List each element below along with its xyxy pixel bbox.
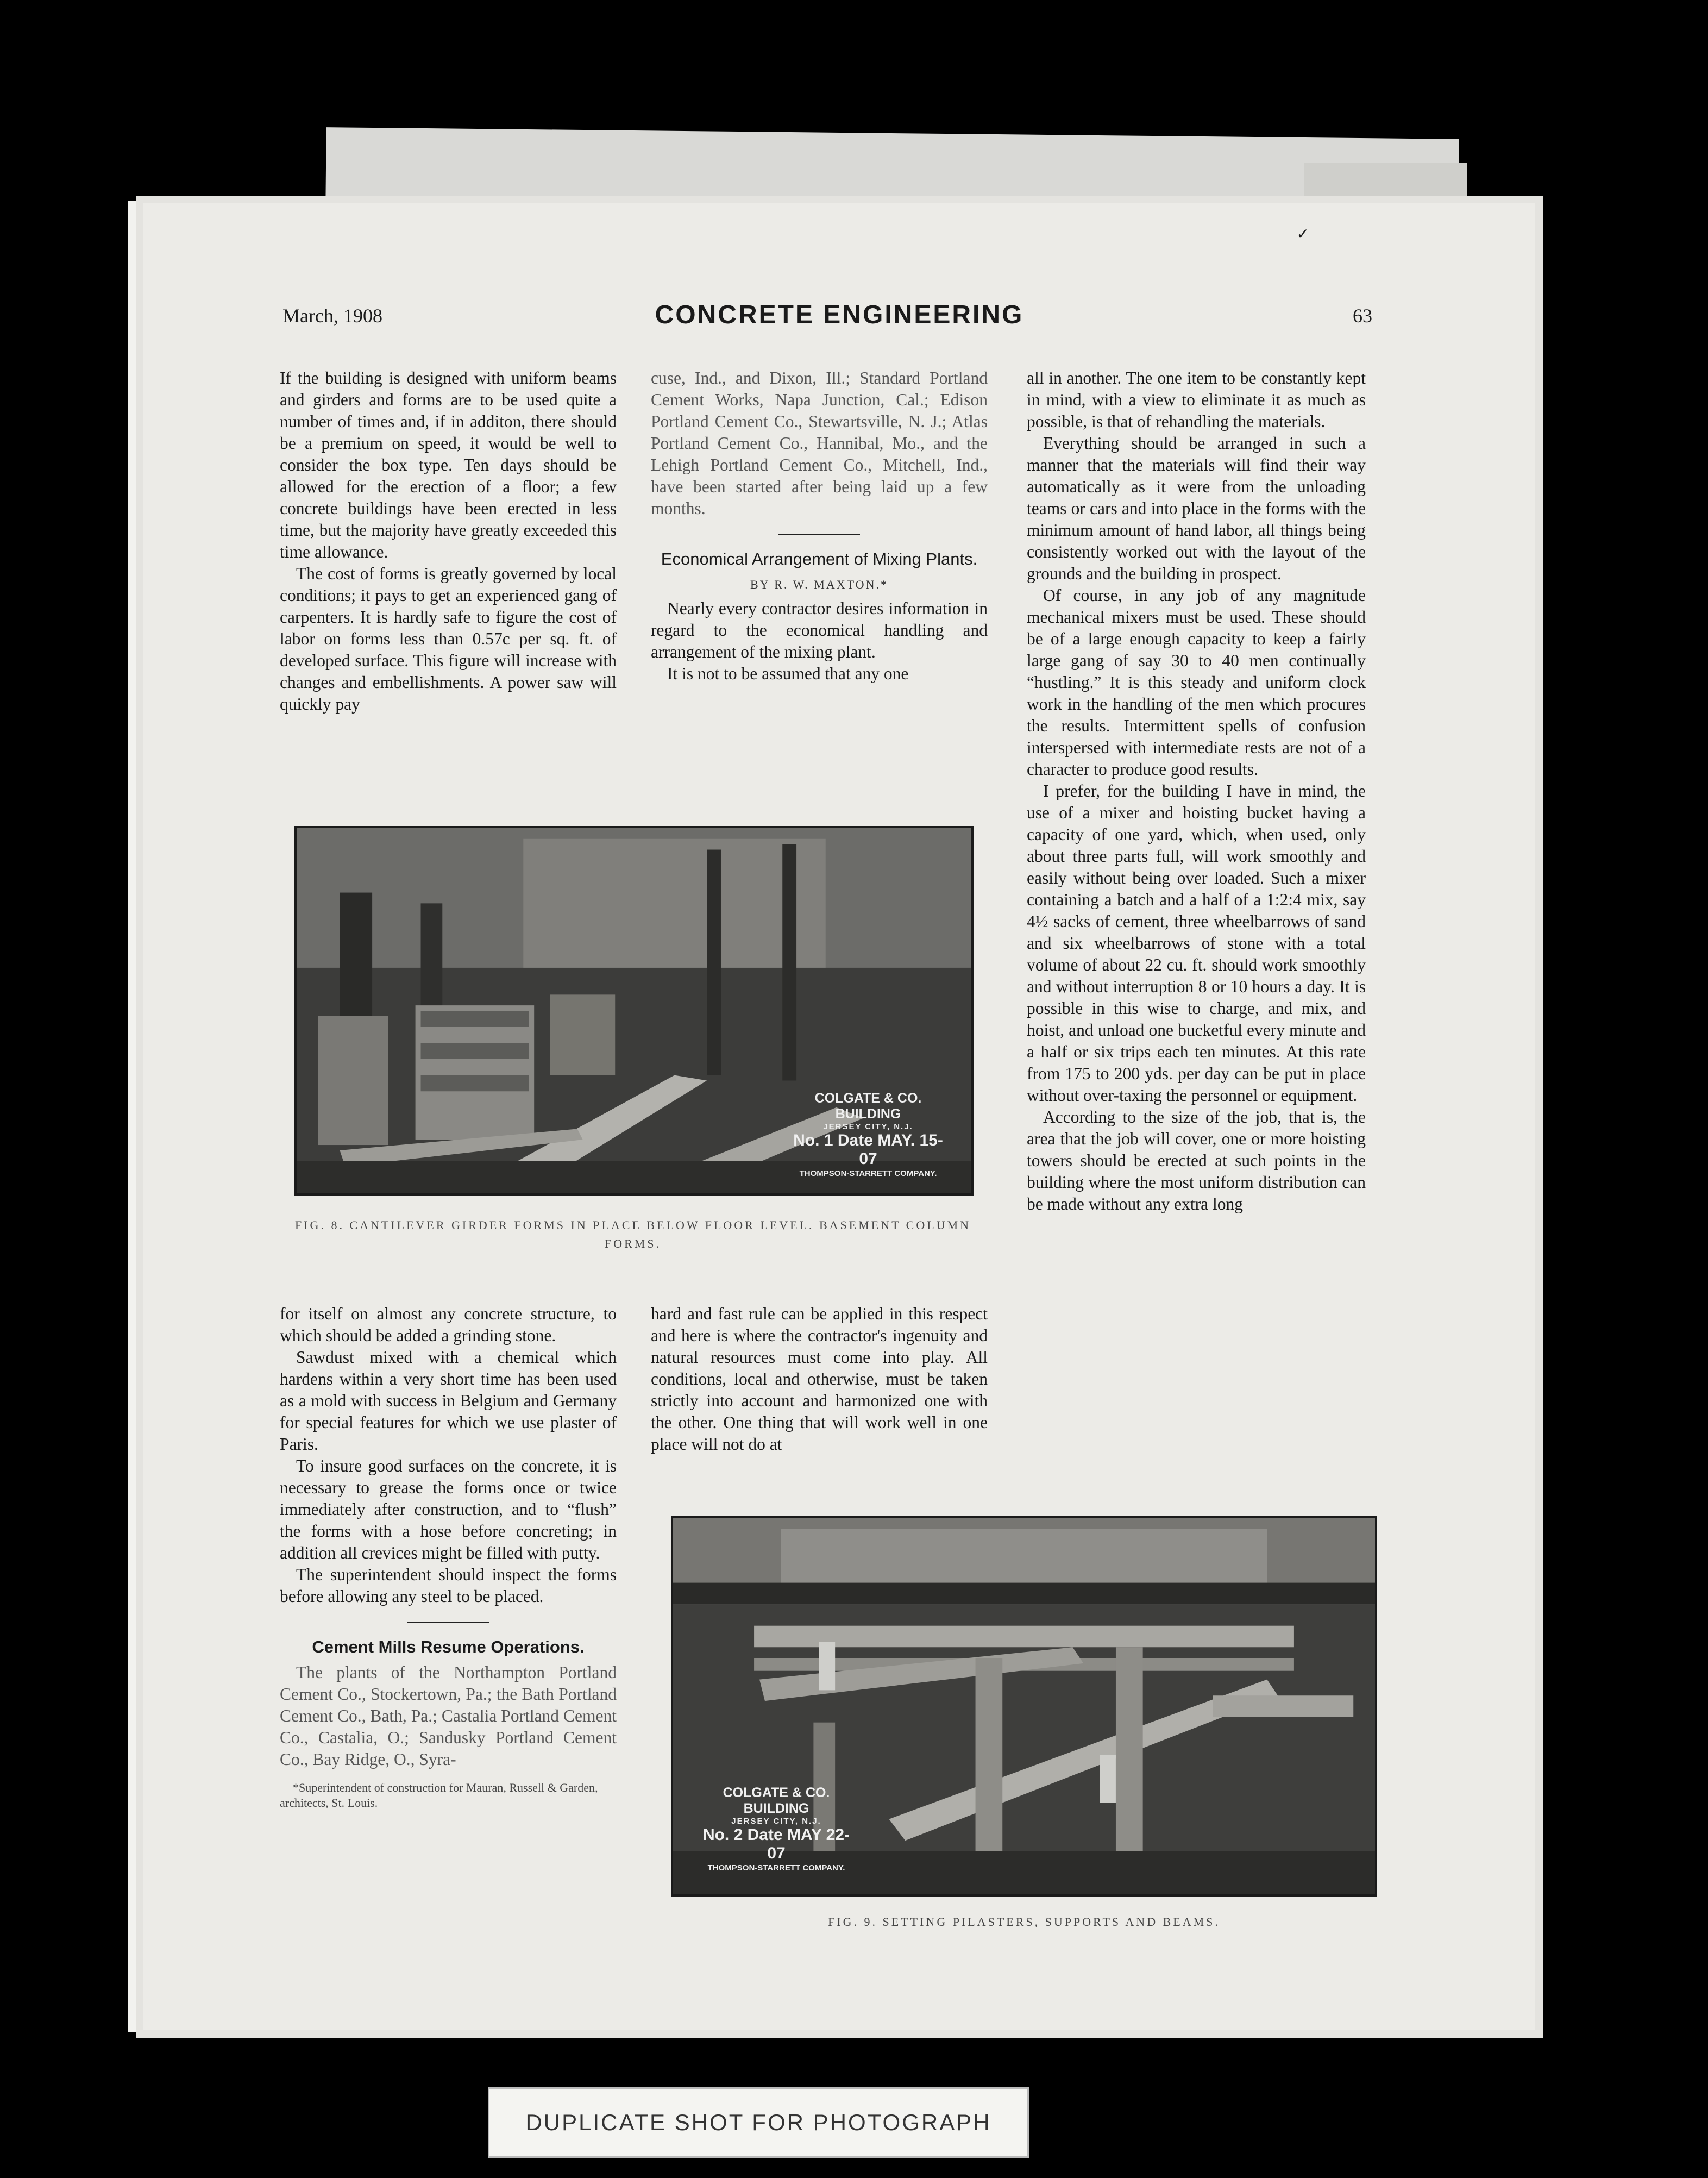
stamp-date: No. 2 Date MAY 22-07 bbox=[702, 1825, 850, 1863]
divider-rule bbox=[778, 534, 860, 535]
paragraph: It is not to be assumed that any one bbox=[667, 664, 909, 683]
lower-column-2 bbox=[651, 1303, 988, 1455]
divider-rule bbox=[407, 1622, 489, 1623]
page-number: 63 bbox=[1353, 305, 1372, 327]
figure-8-photo bbox=[294, 826, 974, 1196]
figure-9-photo bbox=[671, 1516, 1377, 1897]
figure-9-caption: FIG. 9. SETTING PILASTERS, SUPPORTS AND BEAMS. bbox=[828, 1915, 1220, 1929]
photo-stamp bbox=[695, 1785, 858, 1873]
footnote: *Superintendent of construction for Mauran, Russell & Garden, architects, St. Louis. bbox=[280, 1781, 598, 1810]
upper-column-2 bbox=[651, 367, 988, 685]
article-byline: BY R. W. MAXTON.* bbox=[750, 578, 888, 591]
stamp-firm: THOMPSON-STARRETT COMPANY. bbox=[707, 1863, 845, 1873]
section-title: Cement Mills Resume Operations. bbox=[312, 1637, 585, 1656]
stamp-city: JERSEY CITY, N.J. bbox=[823, 1122, 913, 1131]
right-column bbox=[1027, 367, 1366, 1215]
stamp-firm: THOMPSON-STARRETT COMPANY. bbox=[799, 1168, 937, 1178]
duplicate-shot-label: DUPLICATE SHOT FOR PHOTOGRAPH bbox=[488, 2087, 1029, 2158]
stamp-building: COLGATE & CO. BUILDING bbox=[814, 1091, 922, 1122]
stamp-city: JERSEY CITY, N.J. bbox=[731, 1816, 821, 1826]
lower-column-1 bbox=[280, 1303, 617, 1811]
paragraph: I prefer, for the building I have in mind, the use of a mixer and hoisting bucket having a capacity of one yard, which, when used, only about three parts full, will work smoothly and easily without being over loaded. Such a mixer containing a batch and a half of a 1:2:4 mix, say 4½ sacks of cement, three wheelbarrows of sand and six wheelbarrows of stone with a total volume of about 22 cu. ft. should work smoothly and without interruption 8 or 10 hours a day. It is possible in this wise to charge, and mix, and hoist, and unload one bucketful every minute and a half or six trips each ten minutes. At this rate from 175 to 200 yds. per day can be put in place without over-taxing the personnel or equipment. bbox=[1027, 781, 1366, 1105]
upper-column-1 bbox=[280, 367, 617, 715]
paragraph: cuse, Ind., and Dixon, Ill.; Standard Portland Cement Works, Napa Junction, Cal.; Edison Portland Cement Co., Stewartsville, N. J.; Atlas Portland Cement Co., Hannibal, Mo., and the Lehigh Portland Cement Co., Mitchell, Ind., have been started after being laid up a few months. bbox=[651, 368, 988, 518]
paragraph: all in another. The one item to be constantly kept in mind, with a view to eliminate it as much as possible, is that of rehandling the materials. bbox=[1027, 368, 1366, 431]
paragraph: The cost of forms is greatly governed by local conditions; it pays to get an experienced gang of carpenters. It is hardly safe to figure the cost of labor on forms less than 0.57c per sq. ft. of developed surface. This figure will increase with changes and embellishments. A power saw will quickly pay bbox=[280, 564, 617, 714]
paragraph: Of course, in any job of any magnitude mechanical mixers must be used. These should be of a large enough capacity to keep a fairly large gang of say 30 to 40 men continually “hustling.” It is this steady and uniform clock work in the handling of the men which procures the results. Intermittent spells of confusion interspersed with intermediate rests are not of a character to produce good results. bbox=[1027, 586, 1366, 779]
corner-mark: ✓ bbox=[1296, 226, 1309, 243]
paragraph: The superintendent should inspect the forms before allowing any steel to be placed. bbox=[280, 1565, 617, 1606]
stamp-date: No. 1 Date MAY. 15-07 bbox=[793, 1131, 943, 1168]
paragraph: The plants of the Northampton Portland Cement Co., Stockertown, Pa.; the Bath Portland Cement Co., Bath, Pa.; Castalia Portland Cement Co., Castalia, O.; Sandusky Portland Cement Co., Bay Ridge, O., Syra- bbox=[280, 1663, 617, 1769]
photo-stamp bbox=[787, 1091, 950, 1178]
figure-8-caption: FIG. 8. CANTILEVER GIRDER FORMS IN PLACE BELOW FLOOR LEVEL. BASEMENT COLUMN FORMS. bbox=[295, 1218, 971, 1250]
paragraph: To insure good surfaces on the concrete, it is necessary to grease the forms once or twice immediately after construction, and to “flush” the forms with a hose before concreting; in addition all crevices might be filled with putty. bbox=[280, 1456, 617, 1562]
paragraph: for itself on almost any concrete structure, to which should be added a grinding stone. bbox=[280, 1304, 617, 1345]
journal-title: CONCRETE ENGINEERING bbox=[655, 301, 1024, 329]
paragraph: According to the size of the job, that is, the area that the job will cover, one or more hoisting towers should be erected at such points in the building where the most uniform distribution can be made without any extra long bbox=[1027, 1107, 1366, 1213]
paragraph: hard and fast rule can be applied in this respect and here is where the contractor's ingenuity and natural resources must come into play. All conditions, local and otherwise, must be taken strictly into account and harmonized one with the other. One thing that will work well in one place will not do at bbox=[651, 1304, 988, 1454]
magazine-page bbox=[136, 196, 1543, 2038]
issue-date: March, 1908 bbox=[282, 305, 382, 327]
stamp-building: COLGATE & CO. BUILDING bbox=[723, 1785, 830, 1816]
article-title: Economical Arrangement of Mixing Plants. bbox=[661, 549, 978, 568]
paragraph: Everything should be arranged in such a manner that the materials will find their way automatically as it were from the unloading teams or cars and into place in the forms with the minimum amount of hand labor, all things being consistently worked out with the layout of the grounds and the building in prospect. bbox=[1027, 434, 1366, 583]
paragraph: If the building is designed with uniform beams and girders and forms are to be used quite a number of times and, if in additon, there should be a premium on speed, it would be well to consider the box type. Ten days should be allowed for the erection of a floor; a few concrete buildings have been erected in less time, but the majority have greatly exceeded this time allowance. bbox=[280, 368, 617, 561]
paragraph: Nearly every contractor desires information in regard to the economical handling and arrangement of the mixing plant. bbox=[651, 599, 988, 661]
paragraph: Sawdust mixed with a chemical which hardens within a very short time has been used as a mold with success in Belgium and Germany for special features for which we use plaster of Paris. bbox=[280, 1348, 617, 1454]
